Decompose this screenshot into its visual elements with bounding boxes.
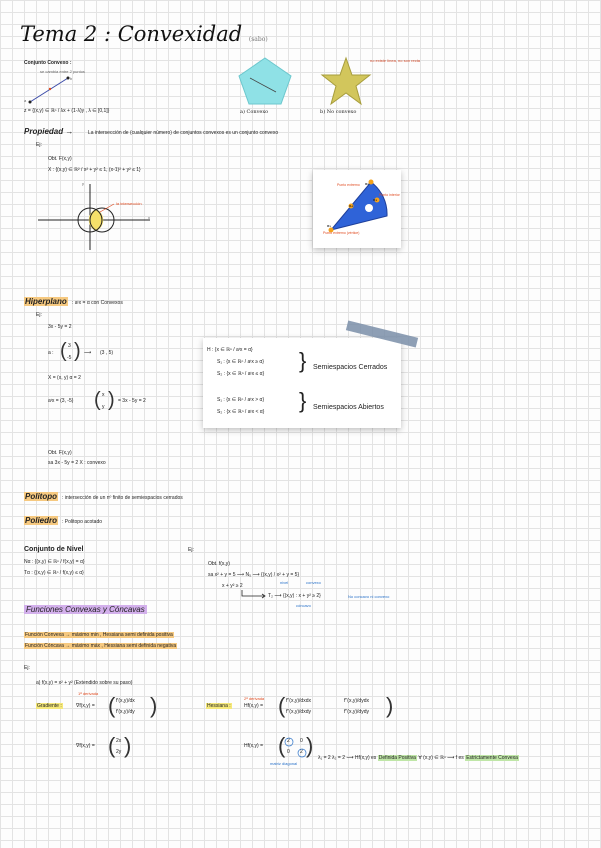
gradient-paren-left: ( xyxy=(108,693,116,718)
axis-x-label: x xyxy=(148,215,150,220)
gradient-label: Gradiente : xyxy=(37,703,62,709)
gradient-g2: f'(x,y)/dy xyxy=(116,709,135,715)
hessian-h11: f''(x,y)/dxdx xyxy=(286,698,311,704)
point-b-label: b xyxy=(70,76,73,81)
level-set-line2: Tα : {(x,y) ∈ ℝⁿ / f(x,y) ≤ α} xyxy=(24,570,84,576)
page-title: Tema 2 : Convexidad (sabo) xyxy=(20,22,268,46)
caption-nonconvex: b) No convexo xyxy=(320,109,357,115)
at-line-right: = 3x - 5y = 2 xyxy=(118,398,146,404)
caption-convex: a) Convexo xyxy=(240,109,269,115)
functions-heading: Funciones Convexas y Cóncavas xyxy=(26,605,145,614)
h-line: H : {x ∈ ℝⁿ / aᵗx = α} xyxy=(207,347,253,353)
hessian-value-paren-left: ( xyxy=(278,733,286,758)
hessian-paren-right: ) xyxy=(386,693,394,718)
first-derivative-note: 1ª derivada xyxy=(78,691,99,696)
photo-label-vertex: Punto extremo (vértice) xyxy=(323,231,360,235)
property-text: La intersección de (cualquier número) de conjuntos convexos es un conjunto convexo xyxy=(88,130,279,136)
photo-label-extreme: Punto extremo xyxy=(337,183,360,187)
brace-closed: } xyxy=(299,348,307,373)
property-ej: Ej: xyxy=(36,142,42,148)
vector-a-paren-left: ( xyxy=(60,340,67,362)
star-note: no existe línea, no son recta xyxy=(370,58,421,63)
property-line2: X : {(x,y) ∈ ℝ² / x² + y² ≤ 1, (x-1)² + y² ≤ 1} xyxy=(48,167,141,173)
intersection-label: la intersección xyxy=(116,201,142,206)
s-closed-2: S₂ : {x ∈ ℝⁿ / aᵗx ≤ α} xyxy=(217,371,265,377)
convex-note: se cambia entre 2 puntos xyxy=(40,69,85,74)
s-closed-1: S₁ : {x ∈ ℝⁿ / aᵗx ≥ α} xyxy=(217,359,264,365)
level-set-r4-tail: No concavo ni convexo xyxy=(348,594,390,599)
hyperplane-def: : aᵗx = α con Convexos xyxy=(72,300,123,306)
example-ej: Ej: xyxy=(24,665,30,671)
hyper-obt: Obt. F(x,y) xyxy=(48,450,72,456)
level-set-heading: Conjunto de Nivel xyxy=(24,546,84,553)
brace-open: } xyxy=(299,388,307,413)
level-set-line1: Nα : {(x,y) ∈ ℝⁿ / f(x,y) = α} xyxy=(24,559,85,565)
level-set-r2-sub2: convexo xyxy=(306,580,321,585)
arrow-icon: ⟶ xyxy=(84,350,92,356)
vector-xy-bottom: y xyxy=(102,404,105,410)
nabla2-symbol: ∇f(x,y) = xyxy=(76,743,95,749)
polytope-heading: Politopo xyxy=(25,492,57,501)
vector-xy-paren-left: ( xyxy=(94,389,101,411)
point-a-label: a xyxy=(24,98,27,103)
photo-label-interior: Punto interior xyxy=(379,193,400,197)
level-set-r2-sub1: nivel xyxy=(280,580,289,585)
hessian-value-21: 0 xyxy=(287,749,290,755)
hessian-value-11: 2 xyxy=(287,738,290,744)
vector-xy-top: x xyxy=(102,392,105,398)
title-sub: (sabo) xyxy=(248,36,268,43)
vector-a-result: (3 , 5) xyxy=(100,350,114,356)
polyhedron-text: : Politopo acotado xyxy=(62,519,103,525)
level-set-r4: T₂ ⟶ {(x,y) : x + y² ≥ 2} xyxy=(268,593,321,599)
vector-a-top: 3 xyxy=(68,343,71,349)
convex-function-line: Función Convexa → máximo min , Hessiana semi definida positiva xyxy=(25,632,173,638)
photo-tag-x4: x₄ xyxy=(349,203,354,208)
property-line1: Obt. F(x,y) xyxy=(48,156,72,162)
nonconvex-star-figure xyxy=(320,56,372,106)
convex-segment-sketch xyxy=(26,70,106,106)
level-set-ej: Ej: xyxy=(188,547,194,553)
hessian-hf2: Hf(x,y) = xyxy=(244,743,264,749)
hessian-label: Hessiana : xyxy=(207,703,231,709)
gradient-value-2: 2y xyxy=(116,749,122,755)
hessian-hf: Hf(x,y) = xyxy=(244,703,264,709)
level-set-r3: x + y² ≥ 2 xyxy=(222,583,243,589)
closed-halfspaces-label: Semiespacios Cerrados xyxy=(313,364,388,371)
second-derivative-note: 2ª derivada xyxy=(244,696,265,701)
at-line-left: aᵗx = (3, -5) xyxy=(48,398,74,404)
level-set-r1: Obt. f(x,y) xyxy=(208,561,230,567)
matrix-diagonal-note: matriz diagonal xyxy=(270,761,298,766)
photo-tag-x3: x₃ xyxy=(373,197,378,202)
hessian-paren-left: ( xyxy=(278,693,286,718)
gradient-g1: f'(x,y)/dx xyxy=(116,698,135,704)
open-halfspaces-label: Semiespacios Abiertos xyxy=(313,404,384,411)
hessian-h21: f''(x,y)/dxdy xyxy=(286,709,311,715)
vector-a-paren-right: ) xyxy=(74,340,81,362)
vector-a-bottom: -5 xyxy=(67,355,72,361)
conclusion-line: λ₁ = 2 λ₂ = 2 ⟶ Hf(x,y) es Definida Positiva ∀ (x,y) ∈ ℝⁿ ⟶ f es Estrictamente Convexa xyxy=(318,755,518,761)
nabla-symbol: ∇f(x,y) = xyxy=(76,703,95,709)
hyperplane-eq: 3x - 5y = 2 xyxy=(48,324,72,330)
hessian-value-paren-right: ) xyxy=(306,733,314,758)
gradient-paren-right: ) xyxy=(150,693,158,718)
circles-intersection-sketch xyxy=(38,182,158,252)
vector-xy-paren-right: ) xyxy=(108,389,115,411)
hook-arrow-icon xyxy=(240,590,268,600)
hyperplane-heading: Hiperplano xyxy=(25,297,67,306)
convex-formula: z = {(x,y) ∈ ℝⁿ / λx + (1-λ)y , λ ∈ [0,1]} xyxy=(24,108,110,114)
convex-pentagon-figure xyxy=(236,56,294,106)
example-a-line: a) f(x,y) = x² + y² (Extendido sobre su paso) xyxy=(36,680,133,686)
level-set-r4-sub: cóncavo xyxy=(296,603,311,608)
hyperplane-card xyxy=(203,338,401,428)
gradient-value-paren-right: ) xyxy=(124,733,132,758)
hyper-sa: sa 3x - 5y = 2 X : convexo xyxy=(48,460,106,466)
hessian-h12: f''(x,y)/dydx xyxy=(344,698,369,704)
photo-card xyxy=(313,170,401,248)
s-open-1: S₁ : {x ∈ ℝⁿ / aᵗx > α} xyxy=(217,397,265,403)
vector-a-label: a : xyxy=(48,350,54,356)
x-alpha-line: X = (x, y) α = 2 xyxy=(48,375,81,381)
polytope-text: : intersección de un nº finito de semiespacios cerrados xyxy=(62,495,183,501)
gradient-value-1: 2x xyxy=(116,738,122,744)
axis-y-label: y xyxy=(82,181,84,186)
property-heading: Propiedad → xyxy=(24,127,74,136)
photo-tag-x2: x₂ xyxy=(365,181,370,186)
level-set-r2: sa x² + y = 5 ⟶ N₅ ⟶ {(x,y) / x² + y = 5} xyxy=(208,572,300,578)
photo-tag-x1: x₁ xyxy=(327,223,331,228)
gradient-value-paren-left: ( xyxy=(108,733,116,758)
hessian-value-12: 0 xyxy=(300,738,303,744)
hessian-h22: f''(x,y)/dydy xyxy=(344,709,369,715)
concave-function-line: Función Cóncava → máximo máx , Hessiana semi definida negativa xyxy=(25,643,177,649)
s-open-2: S₂ : {x ∈ ℝⁿ / aᵗx < α} xyxy=(217,409,265,415)
polyhedron-heading: Poliedro xyxy=(25,516,58,525)
diagonal-circle-marks xyxy=(282,734,308,760)
convex-set-heading: Conjunto Convexo : xyxy=(24,60,72,66)
hyperplane-ej: Ej: xyxy=(36,312,42,318)
hessian-value-22: 2 xyxy=(300,749,303,755)
